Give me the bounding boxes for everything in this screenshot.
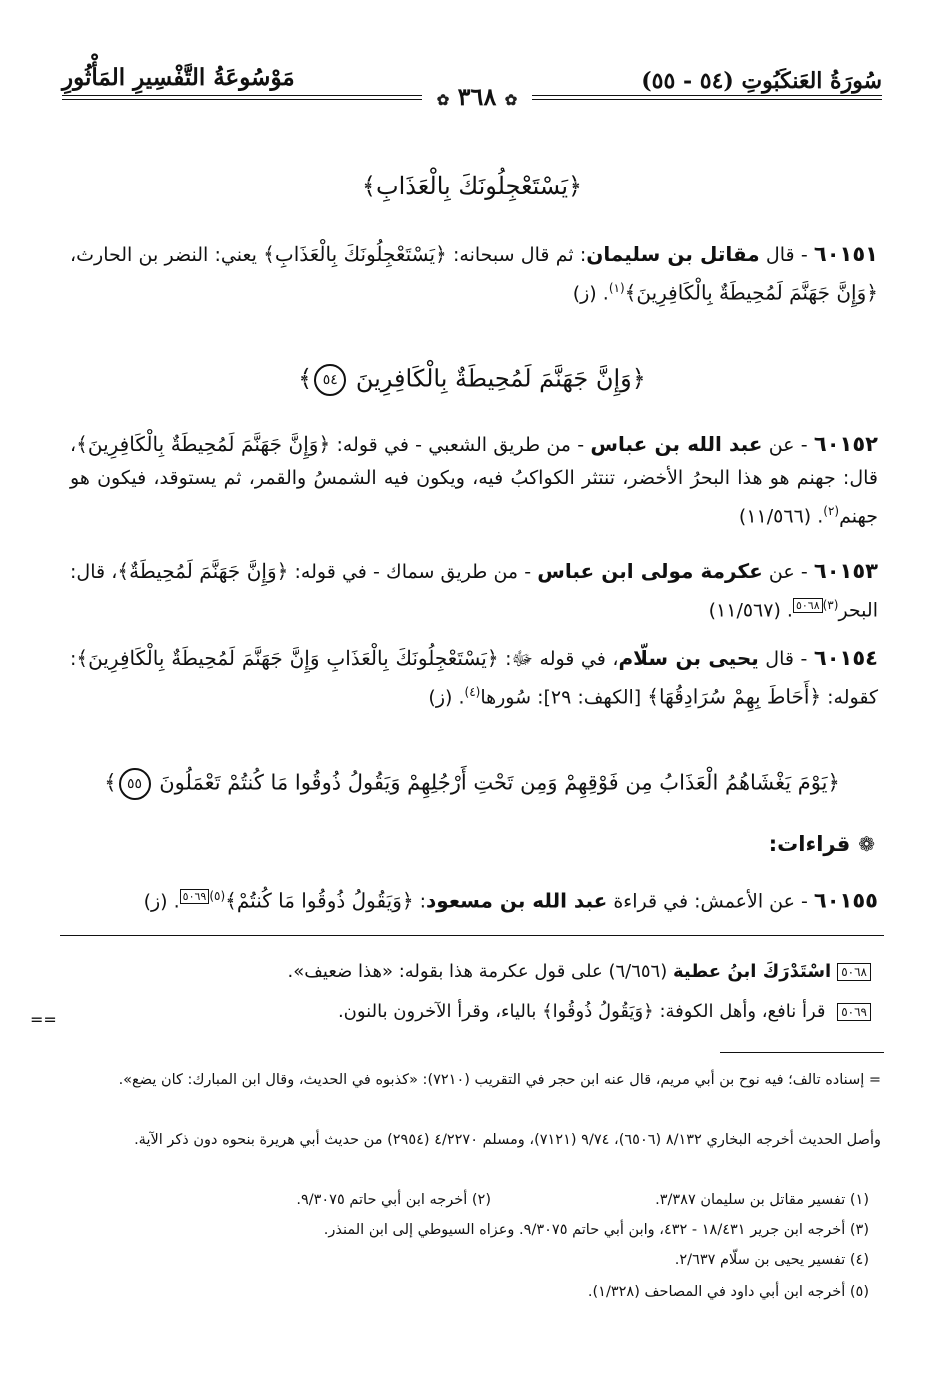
footnote-ref[interactable]: (٣) bbox=[822, 598, 839, 612]
narration-number: ٦٠١٥١ bbox=[813, 242, 878, 266]
page-number: ٣٦٨ bbox=[457, 82, 497, 111]
quran-quote: ﴿وَإِنَّ جَهَنَّمَ لَمُحِيطَةٌ بِالْكَافِرِينَ﴾ bbox=[624, 280, 878, 305]
text: - قال bbox=[758, 648, 814, 670]
note-number-box: ٥٠٦٨ bbox=[837, 963, 871, 981]
text: : كقوله: bbox=[70, 648, 878, 709]
verse-close: ﴾ bbox=[298, 364, 313, 393]
section-title: قراءات: bbox=[768, 832, 851, 856]
ayah-number-icon: ٥٥ bbox=[119, 768, 151, 800]
page-number-block bbox=[422, 82, 532, 111]
continuation-mark: == bbox=[30, 1010, 57, 1029]
text: . (ز) bbox=[572, 282, 609, 305]
footnote-ref[interactable]: (٥) bbox=[209, 889, 226, 903]
text: - عن الأعمش: في قراءة bbox=[607, 890, 814, 913]
note-bold: اسْتَدْرَكَ ابنُ عطية bbox=[672, 961, 832, 982]
verse-heading-1 bbox=[60, 172, 884, 200]
cross-ref-box[interactable]: ٥٠٦٨ bbox=[793, 598, 823, 613]
narration-60155 bbox=[70, 880, 878, 918]
text: - قال bbox=[759, 244, 814, 266]
footnote-continuation-2: وأصل الحديث أخرجه البخاري ٨/١٣٢ (٦٥٠٦)، ٩/٧٤ (٧١٢١)، ومسلم ٤/٢٢٧٠ (٢٩٥٤) من حديث أبي هريرة بنحوه دون ذكر الآية. bbox=[134, 1132, 881, 1148]
quran-quote: ﴿وَإِنَّ جَهَنَّمَ لَمُحِيطَةٌ﴾ bbox=[117, 559, 289, 583]
text: - من طريق الشعبي - في قوله: bbox=[330, 434, 591, 456]
quran-quote: ﴿وَإِنَّ جَهَنَّمَ لَمُحِيطَةٌ بِالْكَافِرِينَ﴾ bbox=[76, 432, 331, 456]
surah-title: سُورَةُ العَنكَبُوتِ (٥٤ - ٥٥) bbox=[641, 68, 882, 94]
note-5068 bbox=[71, 958, 871, 986]
ayah-number-icon: ٥٤ bbox=[314, 364, 346, 396]
narration-60153 bbox=[70, 555, 878, 627]
text: - من طريق سماك - في قوله: bbox=[288, 561, 538, 583]
text: ، قال: البحر bbox=[70, 561, 878, 622]
book-title: مَوْسُوعَةُ التَّفْسِيرِ المَأْثُورِ bbox=[62, 64, 295, 91]
note-text: (٦/٦٥٦) على قول عكرمة هذا بقوله: «هذا ضعيف». bbox=[287, 961, 673, 982]
narration-number: ٦٠١٥٥ bbox=[813, 888, 878, 913]
narration-60154 bbox=[70, 642, 878, 714]
narration-number: ٦٠١٥٢ bbox=[813, 432, 878, 456]
notes-divider bbox=[60, 935, 884, 936]
footnote-ref[interactable]: (٢) bbox=[823, 504, 840, 518]
note-text: قرأ نافع، وأهل الكوفة: ﴿وَيَقُولُ ذُوقُوا﴾ بالياء، وقرأ الآخرون بالنون. bbox=[337, 1001, 832, 1022]
footnote-ref[interactable]: (٤) bbox=[464, 685, 481, 699]
text: ، في قوله ﷻ: bbox=[498, 648, 619, 670]
text: [الكهف: ٢٩]: سُورها bbox=[480, 686, 648, 709]
verse-text: ﴿وَإِنَّ جَهَنَّمَ لَمُحِيطَةٌ بِالْكَافِرِينَ bbox=[355, 364, 646, 393]
footnote-3: (٣) أخرجه ابن جرير ١٨/٤٣١ - ٤٣٢، وابن أبي حاتم ٩/٣٠٧٥. وعزاه السيوطي إلى ابن المنذر. bbox=[323, 1222, 869, 1238]
text: : ثم قال سبحانه: bbox=[446, 244, 587, 266]
footnote-5: (٥) أخرجه ابن أبي داود في المصاحف (١/٣٢٨). bbox=[587, 1284, 869, 1300]
footnote-ref[interactable]: (١) bbox=[608, 281, 625, 295]
text: - عن bbox=[762, 434, 814, 456]
narration-number: ٦٠١٥٤ bbox=[813, 646, 878, 670]
verse-heading-3 bbox=[60, 768, 884, 800]
narrator-name: مقاتل بن سليمان bbox=[586, 242, 760, 266]
footnote-4: (٤) تفسير يحيى بن سلّام ٢/٦٣٧. bbox=[674, 1252, 869, 1268]
narrator-name: يحيى بن سلّام bbox=[618, 646, 759, 670]
footnote-2: (٢) أخرجه ابن أبي حاتم ٩/٣٠٧٥. bbox=[296, 1192, 491, 1208]
text: : bbox=[413, 890, 427, 913]
narration-60152 bbox=[70, 428, 878, 533]
ornament-left-icon: ✿ bbox=[436, 91, 450, 109]
cross-ref-box[interactable]: ٥٠٦٩ bbox=[180, 889, 210, 904]
narration-number: ٦٠١٥٣ bbox=[813, 559, 878, 583]
narrator-name: عبد الله بن عباس bbox=[590, 432, 763, 456]
verse-text: ﴿يَوْمَ يَغْشَاهُمُ الْعَذَابُ مِن فَوْقِهِمْ وَمِن تَحْتِ أَرْجُلِهِمْ وَيَقُولُ ذُوقُوا مَا كُنتُمْ تَعْمَلُونَ bbox=[159, 770, 840, 795]
footnote-continuation: = إسناده تالف؛ فيه نوح بن أبي مريم، قال عنه ابن حجر في التقريب (٧٢١٠): «كذبوه في الحديث، وقال ابن المبارك: كان يضع». bbox=[118, 1072, 881, 1088]
narrator-name: عكرمة مولى ابن عباس bbox=[537, 559, 763, 583]
footnotes-divider bbox=[720, 1052, 884, 1053]
verse-text: ﴿يَسْتَعْجِلُونَكَ بِالْعَذَابِ﴾ bbox=[361, 172, 583, 200]
footnote-1: (١) تفسير مقاتل بن سليمان ٣/٣٨٧. bbox=[655, 1192, 869, 1208]
text: . (ز) bbox=[428, 686, 465, 709]
flower-icon: ❁ bbox=[858, 832, 875, 856]
text: - عن bbox=[762, 561, 814, 583]
text: يعني: النضر بن الحارث، bbox=[70, 244, 264, 266]
text: ، قال: جهنم هو هذا البحرُ الأخضر، تنتثر الكواكبُ فيه، ويكون فيه الشمسُ والقمر، ثم يستوقد، فيكون هو جهنم bbox=[70, 434, 878, 528]
narrator-name: عبد الله بن مسعود bbox=[426, 888, 608, 913]
text: . (١١/٥٦٦) bbox=[738, 505, 824, 528]
note-number-box: ٥٠٦٩ bbox=[837, 1003, 871, 1021]
narration-60151 bbox=[70, 238, 878, 310]
ornament-right-icon: ✿ bbox=[504, 91, 518, 109]
quran-quote: ﴿وَيَقُولُ ذُوقُوا مَا كُنتُمْ﴾ bbox=[225, 888, 414, 913]
text: . (١١/٥٦٧) bbox=[708, 599, 793, 622]
quran-quote: ﴿يَسْتَعْجِلُونَكَ بِالْعَذَابِ وَإِنَّ جَهَنَّمَ لَمُحِيطَةٌ بِالْكَافِرِينَ﴾ bbox=[76, 646, 499, 670]
text: . (ز) bbox=[143, 890, 180, 913]
quran-quote: ﴿أَحَاطَ بِهِمْ سُرَادِقُهَا﴾ bbox=[647, 684, 822, 709]
quran-quote: ﴿يَسْتَعْجِلُونَكَ بِالْعَذَابِ﴾ bbox=[263, 242, 447, 266]
verse-heading-2 bbox=[60, 364, 884, 396]
verse-close: ﴾ bbox=[104, 770, 117, 795]
note-5069 bbox=[71, 998, 871, 1026]
page-header bbox=[62, 60, 882, 111]
section-heading-qiraat bbox=[769, 832, 875, 856]
